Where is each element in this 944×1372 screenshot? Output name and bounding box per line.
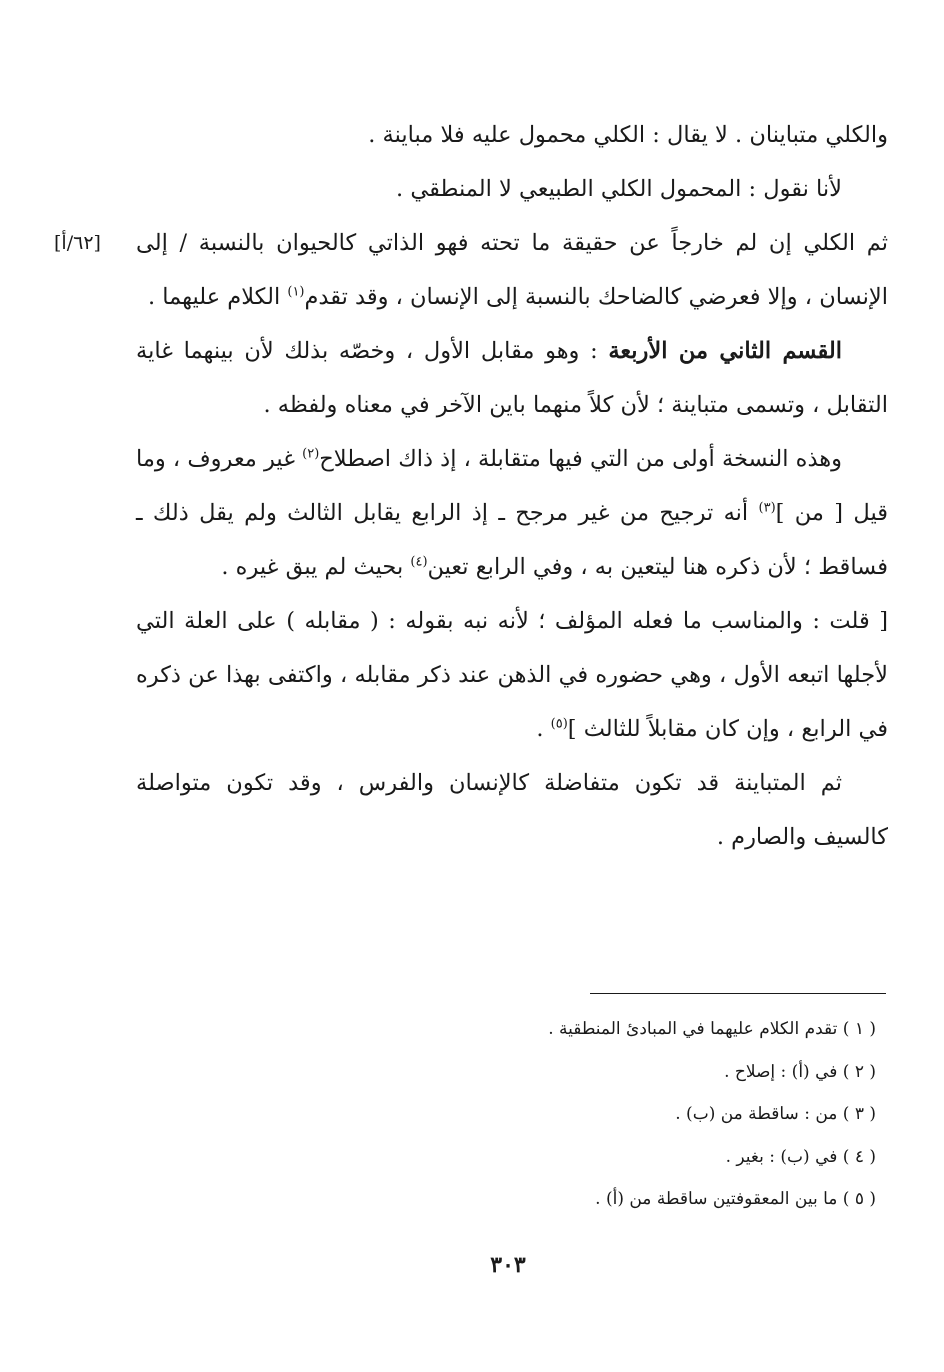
paragraph-3 (54, 216, 888, 324)
paragraph-4-text: : وهو مقابل الأول ، وخصّه بذلك لأن بينهما غاية التقابل ، وتسمى متباينة ؛ لأن كلاً منهما باين الآخر في معناه ولفظه . (136, 338, 888, 418)
paragraph-2 (136, 162, 888, 216)
paragraph-1-text: والكلي متباينان . لا يقال : الكلي محمول عليه فلا مباينة . (368, 122, 888, 148)
paragraph-5-text-c: أنه ترجيح من غير مرجح ـ إذ الرابع يقابل الثالث ولم يقل ذلك ـ فساقط ؛ لأن ذكره هنا ليتعين به ، وفي الرابع تعين (136, 500, 888, 580)
page-number: ٣٠٣ (490, 1252, 526, 1278)
footnotes (140, 1008, 876, 1221)
paragraph-3-text-a: ثم الكلي إن لم خارجاً عن حقيقة ما تحته فهو الذاتي كالحيوان بالنسبة / إلى الإنسان ، وإلا فعرضي كالضاحك بالنسبة إلى الإنسان ، وقد تقدم (136, 230, 888, 310)
paragraph-5-text-d: بحيث لم يبق غيره . (221, 554, 411, 580)
paragraph-3-text-b: الكلام عليهما . (147, 284, 288, 310)
paragraph-2-text: لأنا نقول : المحمول الكلي الطبيعي لا المنطقي . (396, 176, 842, 202)
paragraph-5 (136, 432, 888, 594)
paragraph-7 (136, 756, 888, 864)
paragraph-6 (136, 594, 888, 756)
footnote-3: ( ٣ ) من : ساقطة من (ب) . (675, 1104, 876, 1124)
footnote-ref-4: (٤) (410, 554, 428, 570)
footnote-ref-2: (٢) (302, 446, 320, 462)
footnote-separator (590, 993, 886, 994)
footnote-5: ( ٥ ) ما بين المعقوفتين ساقطة من (أ) . (595, 1189, 876, 1209)
footnote-4: ( ٤ ) في (ب) : بغير . (725, 1146, 876, 1167)
main-text (54, 108, 889, 864)
paragraph-5-text-a: وهذه النسخة أولى من التي فيها متقابلة ، إذ ذاك اصطلاح (319, 446, 843, 472)
footnote-1: ( ١ ) تقدم الكلام عليهما في المبادئ المنطقية . (548, 1019, 876, 1039)
section-heading: القسم الثاني من الأربعة (608, 338, 842, 364)
footnote-2: ( ٢ ) في (أ) : إصلاح . (724, 1061, 876, 1082)
paragraph-6-text-a: [ قلت : والمناسب ما فعله المؤلف ؛ لأنه نبه بقوله : ( مقابله ) على العلة التي لأجلها اتبعه الأول ، وهي حضوره في الذهن عند ذكر مقابله ، واكتفى بهذا عن ذكره في الرابع ، وإن كان مقابلاً للثالث ] (136, 608, 888, 742)
footnote-ref-3: (٣) (758, 500, 776, 516)
paragraph-5-text-b: غير معروف ، وما قيل [ من ] (136, 446, 889, 526)
folio-marker: [٦٢/أ] (54, 232, 101, 254)
paragraph-7-text: ثم المتباينة قد تكون متفاضلة كالإنسان والفرس ، وقد تكون متواصلة كالسيف والصارم . (136, 770, 888, 850)
footnote-ref-5: (٥) (550, 716, 568, 732)
paragraph-6-text-b: . (536, 716, 551, 742)
paragraph-4 (136, 324, 888, 432)
paragraph-1 (136, 108, 888, 162)
footnote-ref-1: (١) (287, 284, 305, 300)
